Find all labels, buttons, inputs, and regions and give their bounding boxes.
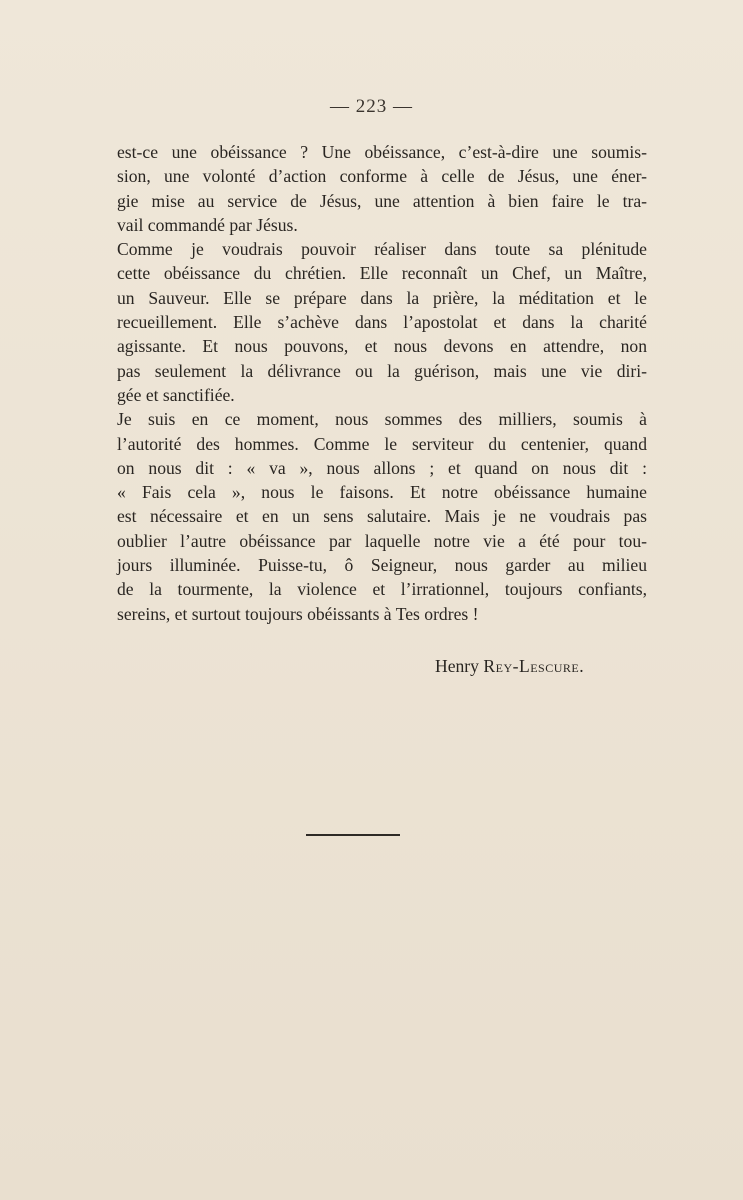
text-line: Je suis en ce moment, nous sommes des milliers, soumis à bbox=[117, 409, 647, 430]
closing-rule bbox=[306, 834, 400, 836]
text-line: oublier l’autre obéissance par laquelle notre vie a été pour tou- bbox=[117, 530, 647, 551]
body-text bbox=[117, 140, 647, 626]
text-line: pas seulement la délivrance ou la guérison, mais une vie diri- bbox=[117, 360, 647, 381]
text-line: l’autorité des hommes. Comme le serviteur du centenier, quand bbox=[117, 433, 647, 454]
text-line: vail commandé par Jésus. bbox=[117, 214, 298, 235]
text-line: « Fais cela », nous le faisons. Et notre obéissance humaine bbox=[117, 482, 647, 503]
text-line: jours illuminée. Puisse-tu, ô Seigneur, nous garder au milieu bbox=[117, 555, 647, 576]
text-line: sion, une volonté d’action conforme à celle de Jésus, une éner- bbox=[117, 166, 647, 187]
paragraph-1 bbox=[117, 140, 647, 237]
text-line: de la tourmente, la violence et l’irrationnel, toujours confiants, bbox=[117, 579, 647, 600]
text-line: on nous dit : « va », nous allons ; et quand on nous dit : bbox=[117, 457, 647, 478]
text-line: recueillement. Elle s’achève dans l’apostolat et dans la charité bbox=[117, 312, 647, 333]
text-line: est-ce une obéissance ? Une obéissance, c’est-à-dire une soumis- bbox=[117, 142, 647, 162]
text-line: gie mise au service de Jésus, une attention à bien faire le tra- bbox=[117, 190, 647, 211]
text-line: Comme je voudrais pouvoir réaliser dans toute sa plénitude bbox=[117, 239, 647, 260]
author-last-name: Rey-Lescure. bbox=[483, 656, 585, 676]
text-line: sereins, et surtout toujours obéissants à Tes ordres ! bbox=[117, 603, 479, 624]
text-line: gée et sanctifiée. bbox=[117, 384, 235, 405]
text-line: agissante. Et nous pouvons, et nous devons en attendre, non bbox=[117, 336, 647, 357]
paragraph-3 bbox=[117, 407, 647, 626]
author-first-name: Henry bbox=[435, 656, 479, 676]
author-signature bbox=[435, 656, 584, 677]
text-line: un Sauveur. Elle se prépare dans la prière, la méditation et le bbox=[117, 287, 647, 308]
paragraph-2 bbox=[117, 237, 647, 407]
page-number: — 223 — bbox=[330, 96, 413, 117]
text-line: est nécessaire et en un sens salutaire. Mais je ne voudrais pas bbox=[117, 506, 647, 527]
text-line: cette obéissance du chrétien. Elle reconnaît un Chef, un Maître, bbox=[117, 263, 647, 284]
